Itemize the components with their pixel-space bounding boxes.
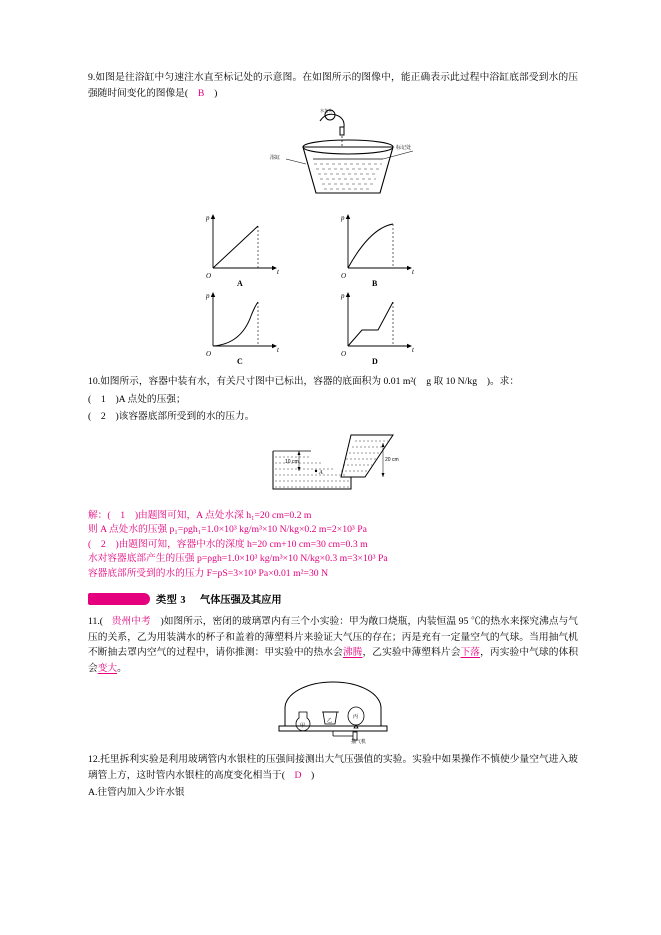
- svg-text:乙: 乙: [327, 718, 333, 724]
- question-9-answer-close: ): [214, 87, 218, 99]
- question-12: [88, 752, 578, 783]
- solution-10-line-4: 水对容器底部产生的压强 p=ρgh=1.0×10³ kg/m³×10 N/kg×0.3 m=3×10³ Pa: [88, 553, 388, 564]
- question-10: [88, 374, 578, 390]
- question-9: [88, 70, 578, 101]
- section-type-label: 类型 3: [156, 595, 187, 606]
- graph-label-d: D: [372, 357, 378, 366]
- figure-9-label-tub: 浴缸: [270, 155, 281, 161]
- question-12-answer-close: ): [310, 769, 315, 781]
- question-12-answer-open: (: [281, 769, 285, 781]
- svg-text:O: O: [206, 350, 212, 358]
- svg-text:A: A: [319, 469, 323, 476]
- section-bar-icon: [88, 593, 150, 605]
- svg-text:t: t: [412, 346, 414, 354]
- question-9-answer-open: (: [184, 87, 189, 99]
- question-11-end: 。: [117, 662, 127, 674]
- question-9-answer: B: [197, 87, 205, 99]
- figure-11-belljar: [88, 682, 578, 744]
- question-11-mid-1: ，乙实验中薄塑料片会: [362, 647, 461, 658]
- question-10-sub1: ( 1 )A 点处的压强；: [88, 393, 186, 405]
- figure-9-label-mark: 标记处: [396, 145, 412, 151]
- svg-text:O: O: [341, 272, 347, 280]
- belljar-diagram: [253, 682, 413, 744]
- question-11-source: 贵州中考: [111, 616, 151, 627]
- container-diagram: [233, 431, 433, 501]
- question-12-text: 托里拆利实验是利用玻璃管内水银柱的压强间接测出大气压强值的实验。实验中如果操作不慎使少量空气进入玻璃管上方，这时管内水银柱的高度变化相当于: [88, 754, 578, 781]
- solution-10-line-2: 则 A 点处水的压强 p₁=ρgh₁=1.0×10³ kg/m³×10 N/kg×0.2 m=2×10³ Pa: [88, 524, 367, 535]
- svg-text:O: O: [206, 272, 212, 280]
- question-11-blank-1: 沸腾: [342, 647, 363, 658]
- question-11-mid-2: ，丙实验中气球的体积会: [88, 647, 579, 674]
- svg-text:甲: 甲: [300, 723, 306, 729]
- question-12-number: 12.: [88, 754, 101, 765]
- svg-text:水龙头: 水龙头: [320, 108, 332, 113]
- svg-text:丙: 丙: [353, 714, 359, 720]
- question-11-text: 如图所示，密闭的玻璃罩内有三个小实验：甲为敞口烧瓶，内装恒温 95 ℃的热水来探究沸点与气压的关系，乙为用装满水的杯子和盖着的薄塑料片来验证大气压的存在；丙是充有一定量空气的气球。当用抽气机不断抽去罩内空气的过程中，请你推测：甲实验中的热水会: [88, 616, 578, 658]
- question-9-number: 9.: [88, 72, 96, 83]
- solution-10-line-3: ( 2 )由题图可知，容器中水的深度 h=20 cm+10 cm=30 cm=0.3 m: [88, 538, 368, 550]
- page-content: [88, 70, 578, 803]
- question-12-option-a: A.往管内加入少许水银: [88, 787, 185, 798]
- question-10-text: 如图所示，容器中装有水，有关尺寸图中已标出，容器的底面积为 0.01 m²( g 取 10 N/kg )。求：: [100, 376, 520, 387]
- svg-text:p: p: [206, 214, 210, 222]
- figure-10-container: [88, 431, 578, 501]
- graph-label-c: C: [237, 357, 243, 366]
- svg-text:t: t: [277, 346, 279, 354]
- section-title: 气体压强及其应用: [200, 595, 282, 606]
- svg-text:t: t: [412, 268, 414, 276]
- question-11-number: 11.(: [88, 616, 103, 627]
- svg-text:p: p: [341, 292, 345, 300]
- svg-text:O: O: [341, 350, 347, 358]
- dim-20cm: 20 cm: [385, 456, 399, 463]
- question-11-source-close: ): [160, 616, 164, 627]
- figure-9-bathtub: [88, 107, 578, 202]
- svg-text:p: p: [206, 292, 210, 300]
- figure-9-graphs: [88, 210, 578, 366]
- question-10-number: 10.: [88, 376, 101, 387]
- question-9-text: 如图是往浴缸中匀速注水直至标记处的示意图。在如图所示的图像中，能正确表示此过程中浴缸底部受到水的压强随时间变化的图像是: [88, 72, 578, 99]
- svg-text:t: t: [277, 268, 279, 276]
- bathtub-diagram: [208, 107, 458, 202]
- question-11-blank-3: 变大: [97, 662, 118, 674]
- question-10-sub2: ( 2 )该容器底部所受到的水的压力。: [88, 411, 255, 422]
- question-11: [88, 614, 578, 676]
- question-11-blank-2: 下落: [460, 647, 481, 658]
- figure-11-pump-label: 抽气机: [351, 739, 367, 745]
- svg-text:p: p: [341, 214, 345, 222]
- solution-10-line-1: 解：( 1 )由题图可知，A 点处水深 h₁=20 cm=0.2 m: [88, 509, 312, 521]
- section-header: [88, 591, 578, 606]
- solution-10-line-5: 容器底部所受到的水的压力 F=pS=3×10³ Pa×0.01 m²=30 N: [88, 567, 329, 579]
- graphs-abcd: [203, 210, 463, 366]
- graph-label-b: B: [372, 279, 378, 288]
- question-12-answer: D: [294, 769, 302, 781]
- graph-label-a: A: [237, 279, 243, 288]
- dim-10cm: 10 cm: [285, 458, 299, 465]
